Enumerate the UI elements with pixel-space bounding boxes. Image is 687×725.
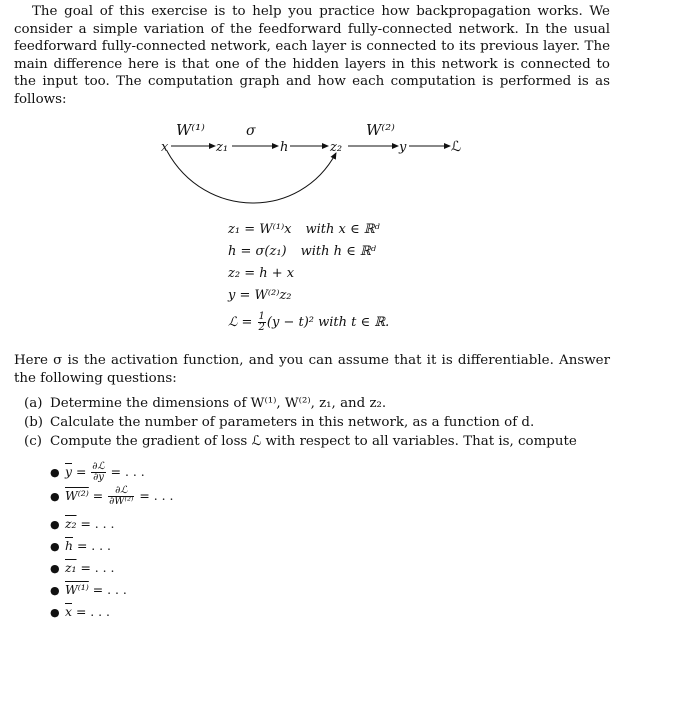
- bullet-y-bar: ● $\overline{y}$ = $\frac{\text{∂ℒ}}{\partial y}$ = . . .: [50, 461, 145, 483]
- edge-label-sigma: σ: [246, 123, 256, 139]
- question-a: (a) Determine the dimensions of W⁽¹⁾, W⁽²⁾, z₁, and z₂.: [24, 396, 387, 411]
- node-z1: z₁: [216, 140, 229, 155]
- question-b: (b) Calculate the number of parameters in this network, as a function of d.: [24, 415, 535, 430]
- activation-paragraph: [14, 352, 610, 387]
- bullet-h-bar: ● $\overline{h}$ = . . .: [50, 538, 111, 553]
- edge-label-w2: W⁽²⁾: [366, 121, 395, 139]
- question-c: (c) Compute the gradient of loss ℒ with respect to all variables. That is, compute: [24, 434, 577, 449]
- node-x: x: [161, 140, 169, 155]
- bullet-w2-bar: ● W⁽²⁾ = $\frac{\text{∂ℒ}}{\text{∂W⁽²⁾}}$ = . . .: [50, 485, 174, 507]
- equation-y: y = W⁽²⁾z₂: [228, 288, 292, 303]
- computation-graph: [150, 118, 480, 208]
- bullet-x-bar: ● $\overline{x}$ = . . .: [50, 604, 110, 619]
- bullet-z2-bar: ● z₂ = . . .: [50, 516, 115, 531]
- equation-h: h = σ(z₁) with h ∈ ℝᵈ: [228, 244, 376, 259]
- bullet-w1-bar: ● W⁽¹⁾ = . . .: [50, 582, 127, 597]
- fraction-half: $\frac{1}{2}$: [258, 311, 265, 333]
- node-loss: ℒ: [451, 139, 462, 155]
- skip-connection-edge: [167, 151, 336, 203]
- intro-text: The goal of this exercise is to help you practice how backpropagation works. We consider a simple variation of the feedforward fully-connected network. In the usual feedforward fully-connected network, each layer is connected to its previous layer. The main difference here is that one of the hidden layers in this network is connected to the input too. The computation graph and how each computation is performed is as follows:: [14, 4, 610, 107]
- equation-z2: z₂ = h + x: [228, 266, 295, 281]
- equation-loss: ℒ = $\frac{1}{2}$ (y − t)² with t ∈ ℝ.: [228, 311, 390, 333]
- bullet-z1-bar: ● z₁ = . . .: [50, 560, 115, 575]
- node-h: h: [280, 140, 289, 155]
- edge-label-w1: W⁽¹⁾: [176, 121, 205, 139]
- activation-text: Here σ is the activation function, and you can assume that it is differentiable. Answer the following questions:: [14, 353, 610, 386]
- node-z2: z₂: [330, 140, 343, 155]
- node-y: y: [399, 140, 407, 155]
- intro-paragraph: [14, 3, 610, 109]
- equation-z1: z₁ = W⁽¹⁾x with x ∈ ℝᵈ: [228, 222, 380, 237]
